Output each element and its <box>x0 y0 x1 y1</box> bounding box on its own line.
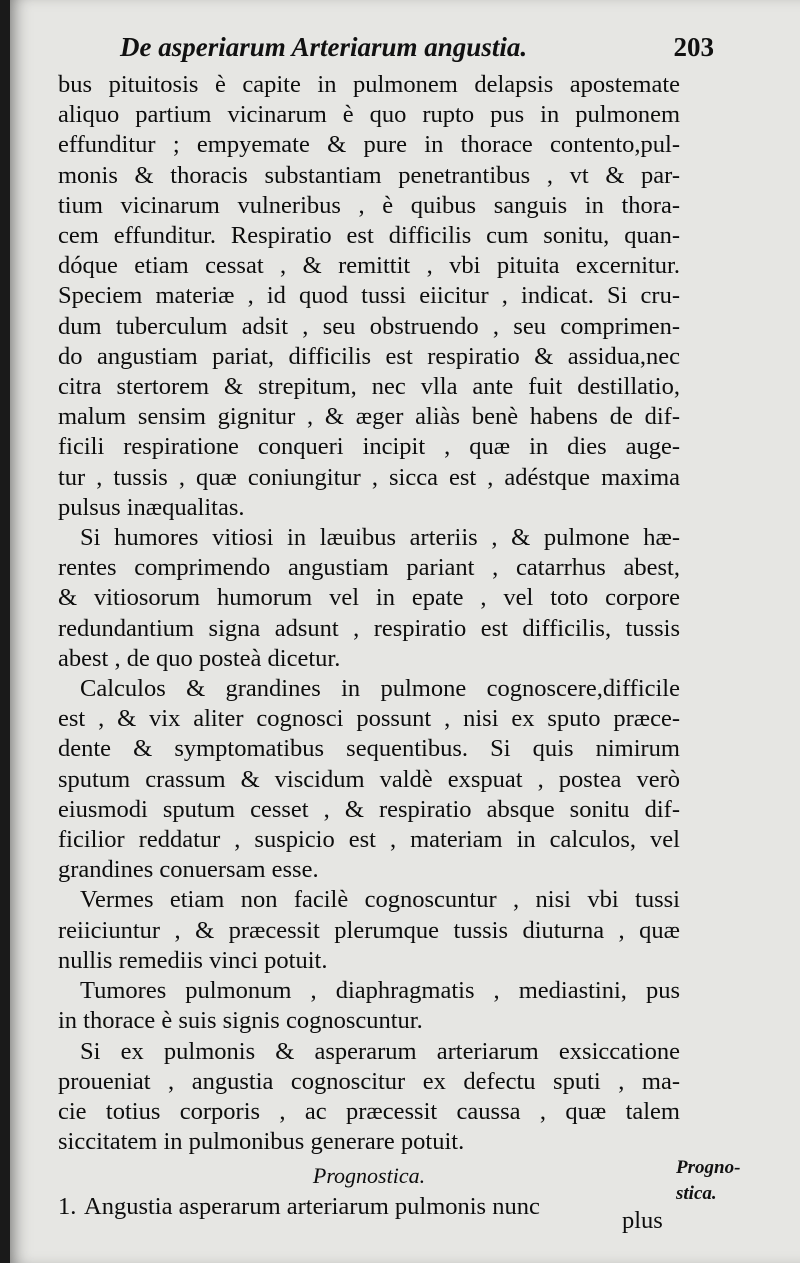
text-line: siccitatem in pulmonibus generare potuit. <box>58 1128 465 1156</box>
text-line: rentes comprimendo angustiam pariant , catarrhus abest, <box>58 554 680 582</box>
item-number: 1. <box>58 1192 77 1220</box>
running-header <box>120 32 714 63</box>
text-line: ficili respiratione conqueri incipit , quæ in dies auge- <box>58 433 680 461</box>
page-body <box>58 70 680 1222</box>
section-heading: Prognostica. <box>312 1163 426 1189</box>
text-line: dóque etiam cessat , & remittit , vbi pituita excernitur. <box>58 252 680 280</box>
text-line: Tumores pulmonum , diaphragmatis , mediastini, pus <box>80 977 680 1005</box>
text-line: cem effunditur. Respiratio est difficilis cum sonitu, quan- <box>58 222 680 250</box>
paragraphs <box>58 70 680 1157</box>
margin-note-line: stica. <box>676 1183 717 1204</box>
text-line: aliquo partium vicinarum è quo rupto pus in pulmonem <box>58 101 680 129</box>
text-line: Si ex pulmonis & asperarum arteriarum exsiccatione <box>80 1037 680 1065</box>
text-line: do angustiam pariat, difficilis est respiratio & assidua,nec <box>58 342 680 370</box>
text-line: Si humores vitiosi in læuibus arteriis , & pulmone hæ- <box>80 524 680 552</box>
text-line: nullis remediis vinci potuit. <box>58 946 328 974</box>
text-line: pulsus inæqualitas. <box>58 493 245 521</box>
book-page <box>10 0 800 1263</box>
text-line: tur , tussis , quæ coniungitur , sicca est , adéstque maxima <box>58 463 680 491</box>
text-line: Calculos & grandines in pulmone cognoscere,difficile <box>80 675 680 703</box>
text-line: Vermes etiam non facilè cognoscuntur , nisi vbi tussi <box>80 886 680 914</box>
page-number: 203 <box>673 32 714 62</box>
text-line: proueniat , angustia cognoscitur ex defectu sputi , ma- <box>58 1067 680 1095</box>
text-line: abest , de quo posteà dicetur. <box>58 644 341 672</box>
text-line: malum sensim gignitur , & æger aliàs benè habens de dif- <box>58 403 680 431</box>
text-line: grandines conuersam esse. <box>58 856 319 884</box>
text-line: ficilior reddatur , suspicio est , materiam in calculos, vel <box>58 826 680 854</box>
text-line: dente & symptomatibus sequentibus. Si quis nimirum <box>58 735 680 763</box>
margin-note <box>676 1155 740 1207</box>
text-line: dum tuberculum adsit , seu obstruendo , seu comprimen- <box>58 312 680 340</box>
text-line: bus pituitosis è capite in pulmonem delapsis apostemate <box>58 71 680 98</box>
text-line: & vitiosorum humorum vel in epate , vel toto corpore <box>58 584 680 612</box>
text-line: est , & vix aliter cognosci possunt , nisi ex sputo præce- <box>58 705 680 733</box>
text-line: in thorace è suis signis cognoscuntur. <box>58 1007 423 1035</box>
text-line: eiusmodi sputum cesset , & respiratio absque sonitu dif- <box>58 795 680 823</box>
running-title: De asperiarum Arteriarum angustia. <box>120 32 528 62</box>
text-line: effunditur ; empyemate & pure in thorace contento,pul- <box>58 131 680 159</box>
text-line: redundantium signa adsunt , respiratio est difficilis, tussis <box>58 614 680 642</box>
text-line: tium vicinarum vulneribus , è quibus sanguis in thora- <box>58 191 680 219</box>
catchword: plus <box>622 1207 663 1234</box>
numbered-item <box>58 1192 680 1222</box>
text-line: cie totius corporis , ac præcessit caussa , quæ talem <box>58 1097 680 1125</box>
text-line: reiiciuntur , & præcessit plerumque tussis diuturna , quæ <box>58 916 680 944</box>
text-line: monis & thoracis substantiam penetrantibus , vt & par- <box>58 161 680 189</box>
item-text: Angustia asperarum arteriarum pulmonis nunc <box>84 1192 540 1220</box>
margin-note-line: Progno- <box>676 1157 741 1178</box>
text-line: citra stertorem & strepitum, nec vlla ante fuit destillatio, <box>58 373 680 401</box>
text-line: sputum crassum & viscidum valdè exspuat , postea verò <box>58 765 680 793</box>
text-line: Speciem materiæ , id quod tussi eiicitur , indicat. Si cru- <box>58 282 680 310</box>
